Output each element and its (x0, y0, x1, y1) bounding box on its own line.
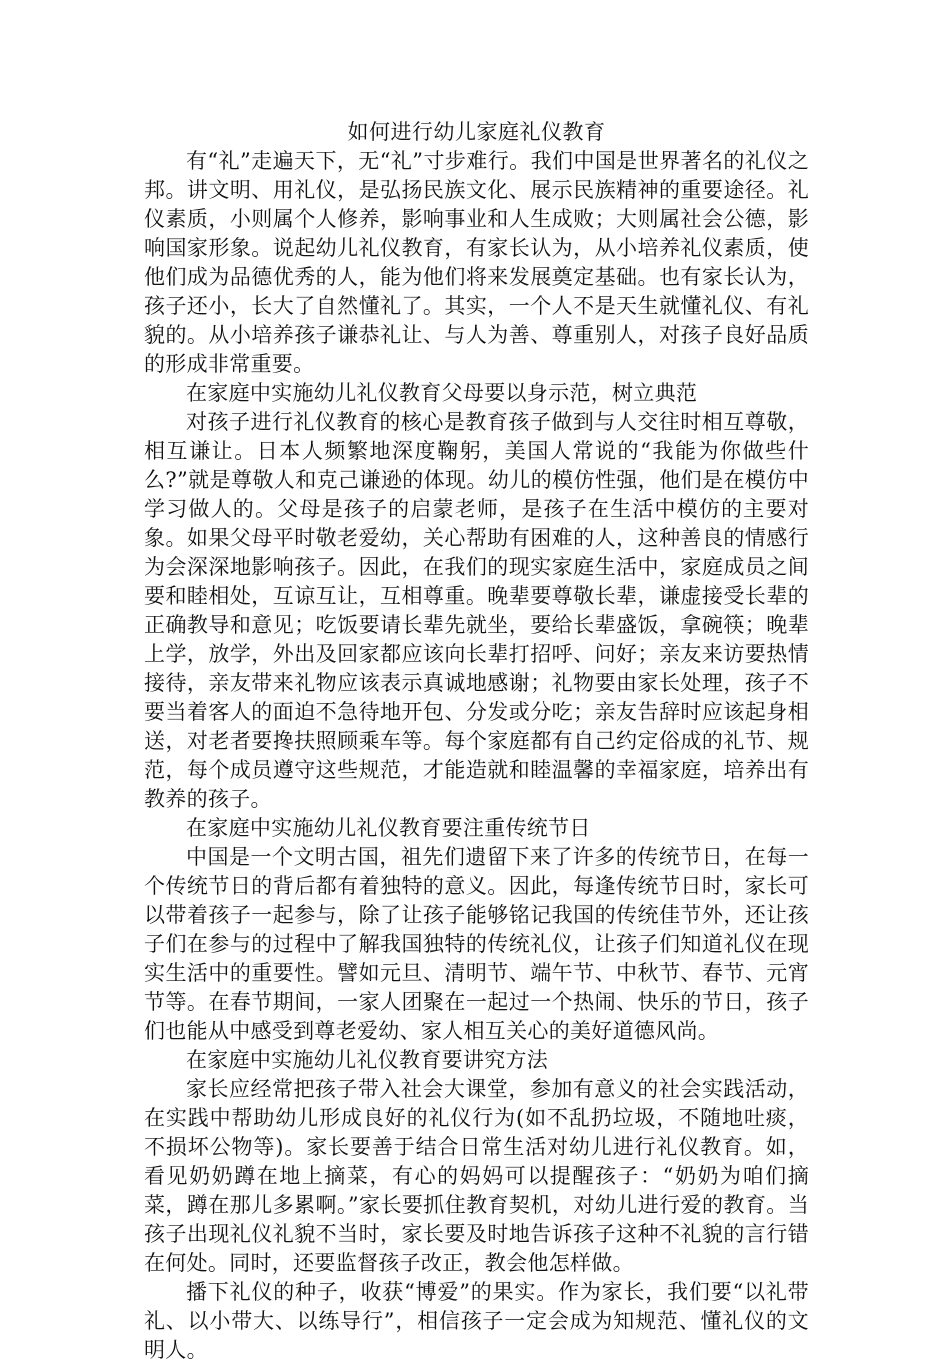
paragraph-traditional-festivals: 中国是一个文明古国，祖先们遗留下来了许多的传统节日，在每一个传统节日的背后都有着独特的意义。因此，每逢传统节日时，家长可以带着孩子一起参与，除了让孩子能够铭记我国的传统佳节外，还让孩子们在参与的过程中了解我国独特的传统礼仪，让孩子们知道礼仪在现实生活中的重要性。譬如元旦、清明节、端午节、中秋节、春节、元宵节等。在春节期间，一家人团聚在一起过一个热闹、快乐的节日，孩子们也能从中感受到尊老爱幼、家人相互关心的美好道德风尚。 (144, 845, 809, 1043)
section-heading-parents-example: 在家庭中实施幼儿礼仪教育父母要以身示范，树立典范 (186, 381, 698, 405)
document-title: 如何进行幼儿家庭礼仪教育 (347, 120, 606, 144)
paragraph-conclusion: 播下礼仪的种子，收获“博爱”的果实。作为家长，我们要“以礼带礼、以小带大、以练导行”，相信孩子一定会成为知规范、懂礼仪的文明人。 (144, 1280, 809, 1362)
paragraph-parents-example: 对孩子进行礼仪教育的核心是教育孩子做到与人交往时相互尊敬，相互谦让。日本人频繁地深度鞠躬，美国人常说的“我能为你做些什么?”就是尊敬人和克己谦逊的体现。幼儿的模仿性强，他们是在模仿中学习做人的。父母是孩子的启蒙老师，是孩子在生活中模仿的主要对象。如果父母平时敬老爱幼，关心帮助有困难的人，这种善良的情感行为会深深地影响孩子。因此，在我们的现实家庭生活中，家庭成员之间要和睦相处，互谅互让，互相尊重。晚辈要尊敬长辈，谦虚接受长辈的正确教导和意见；吃饭要请长辈先就坐，要给长辈盛饭，拿碗筷；晚辈上学，放学，外出及回家都应该向长辈打招呼、问好；亲友来访要热情接待，亲友带来礼物应该表示真诚地感谢；礼物要由家长处理，孩子不要当着客人的面迫不急待地开包、分发或分吃；亲友告辞时应该起身相送，对老者要搀扶照顾乘车等。每个家庭都有自己约定俗成的礼节、规范，每个成员遵守这些规范，才能造就和睦温馨的幸福家庭，培养出有教养的孩子。 (144, 410, 809, 811)
paragraph-methods: 家长应经常把孩子带入社会大课堂，参加有意义的社会实践活动，在实践中帮助幼儿形成良好的礼仪行为(如不乱扔垃圾，不随地吐痰，不损坏公物等)。家长要善于结合日常生活对幼儿进行礼仪教育。如，看见奶奶蹲在地上摘菜，有心的妈妈可以提醒孩子：“奶奶为咱们摘菜，蹲在那儿多累啊。”家长要抓住教育契机，对幼儿进行爱的教育。当孩子出现礼仪礼貌不当时，家长要及时地告诉孩子这种不礼貌的言行错在何处。同时，还要监督孩子改正，教会他怎样做。 (144, 1077, 809, 1275)
paragraph-intro: 有“礼”走遍天下，无“礼”寸步难行。我们中国是世界著名的礼仪之邦。讲文明、用礼仪，是弘扬民族文化、展示民族精神的重要途径。礼仪素质，小则属个人修养，影响事业和人生成败；大则属社会公德，影响国家形象。说起幼儿礼仪教育，有家长认为，从小培养礼仪素质，使他们成为品德优秀的人，能为他们将来发展奠定基础。也有家长认为，孩子还小，长大了自然懂礼了。其实，一个人不是天生就懂礼仪、有礼貌的。从小培养孩子谦恭礼让、与人为善、尊重别人，对孩子良好品质的形成非常重要。 (144, 149, 809, 376)
section-heading-traditional-festivals: 在家庭中实施幼儿礼仪教育要注重传统节日 (186, 816, 591, 840)
section-heading-methods: 在家庭中实施幼儿礼仪教育要讲究方法 (186, 1048, 549, 1072)
document-page (144, 118, 809, 1365)
